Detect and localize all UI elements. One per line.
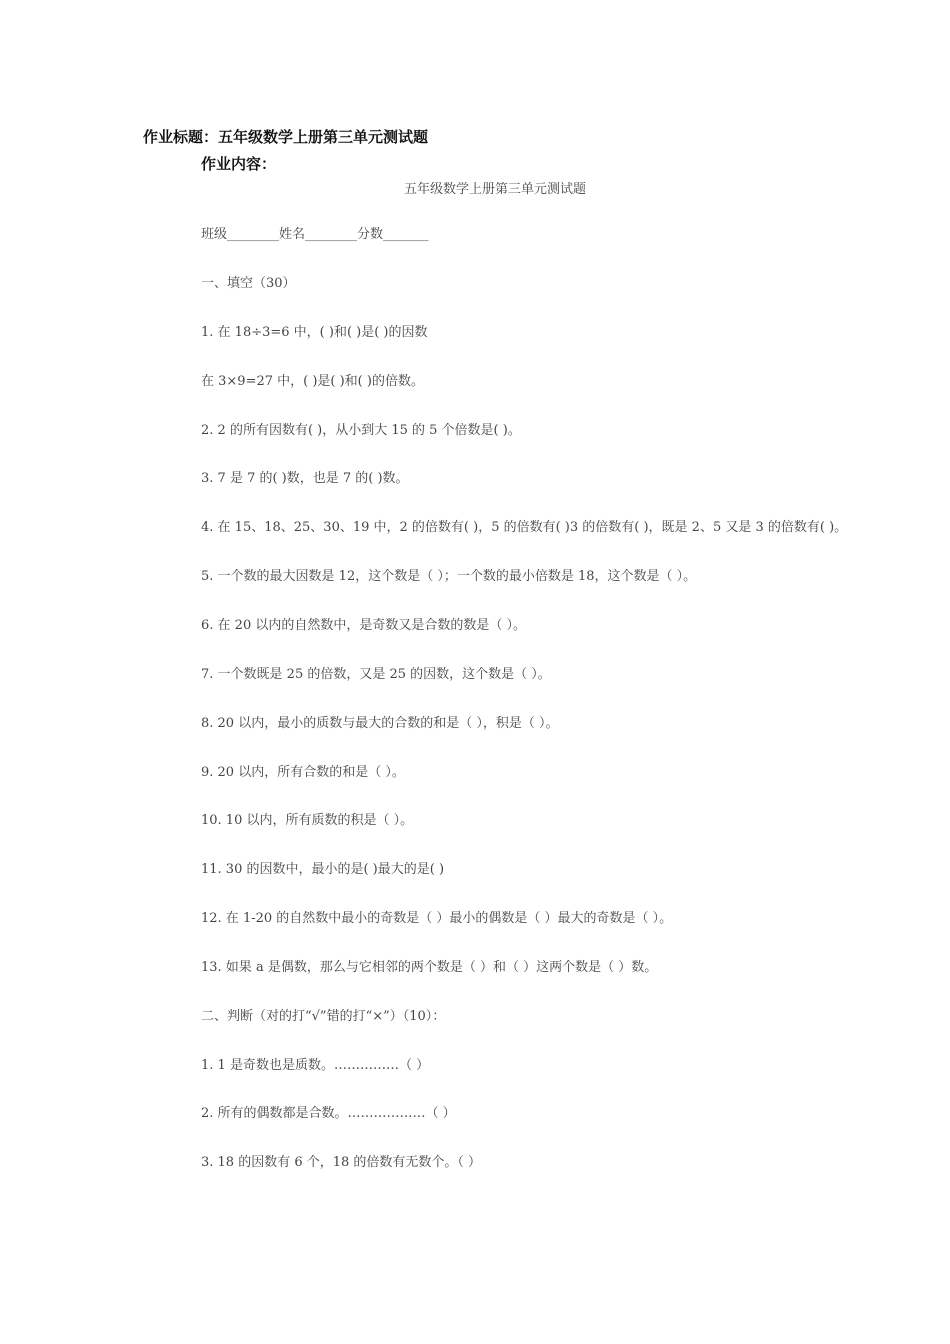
section-heading-fill-in: 一、填空（30） xyxy=(201,276,296,291)
question-line: 3. 7 是 7 的( )数，也是 7 的( )数。 xyxy=(201,471,409,486)
question-line: 7. 一个数既是 25 的倍数，又是 25 的因数，这个数是（ ）。 xyxy=(201,667,551,682)
question-line: 在 3×9=27 中，( )是( )和( )的倍数。 xyxy=(201,374,424,389)
question-line: 11. 30 的因数中，最小的是( )最大的是( ) xyxy=(201,862,445,877)
question-line: 9. 20 以内，所有合数的和是（ ）。 xyxy=(201,765,405,780)
question-line: 1. 在 18÷3=6 中，( )和( )是( )的因数 xyxy=(201,325,428,340)
question-line: 2. 2 的所有因数有( )，从小到大 15 的 5 个倍数是( )。 xyxy=(201,423,521,438)
question-line: 8. 20 以内，最小的质数与最大的合数的和是（ ），积是（ ）。 xyxy=(201,716,559,731)
homework-content-label: 作业内容： xyxy=(201,155,277,173)
question-line: 4. 在 15、18、25、30、19 中，2 的倍数有( )，5 的倍数有( )3 的倍数有( )，既是 2、5 又是 3 的倍数有( )。 xyxy=(201,520,848,535)
document-title: 五年级数学上册第三单元测试题 xyxy=(404,182,587,197)
question-line: 6. 在 20 以内的自然数中，是奇数又是合数的数是（ ）。 xyxy=(201,618,526,633)
section-heading-true-false: 二、判断（对的打“√”错的打“×”）（10）： xyxy=(201,1009,446,1024)
question-line: 1. 1 是奇数也是质数。……………（ ） xyxy=(201,1058,430,1073)
question-line: 5. 一个数的最大因数是 12，这个数是（ ）；一个数的最小倍数是 18，这个数是（ ）。 xyxy=(201,569,697,584)
question-line: 12. 在 1-20 的自然数中最小的奇数是（ ）最小的偶数是（ ）最大的奇数是（ ）。 xyxy=(201,911,673,926)
question-line: 13. 如果 a 是偶数，那么与它相邻的两个数是（ ）和（ ）这两个数是（ ）数。 xyxy=(201,960,658,975)
homework-title: 作业标题：五年级数学上册第三单元测试题 xyxy=(143,128,429,146)
class-name-score-line: 班级________姓名________分数_______ xyxy=(201,227,429,242)
question-line: 10. 10 以内，所有质数的积是（ ）。 xyxy=(201,813,414,828)
question-line: 3. 18 的因数有 6 个，18 的倍数有无数个。（ ） xyxy=(201,1155,482,1170)
question-line: 2. 所有的偶数都是合数。………………（ ） xyxy=(201,1106,456,1121)
